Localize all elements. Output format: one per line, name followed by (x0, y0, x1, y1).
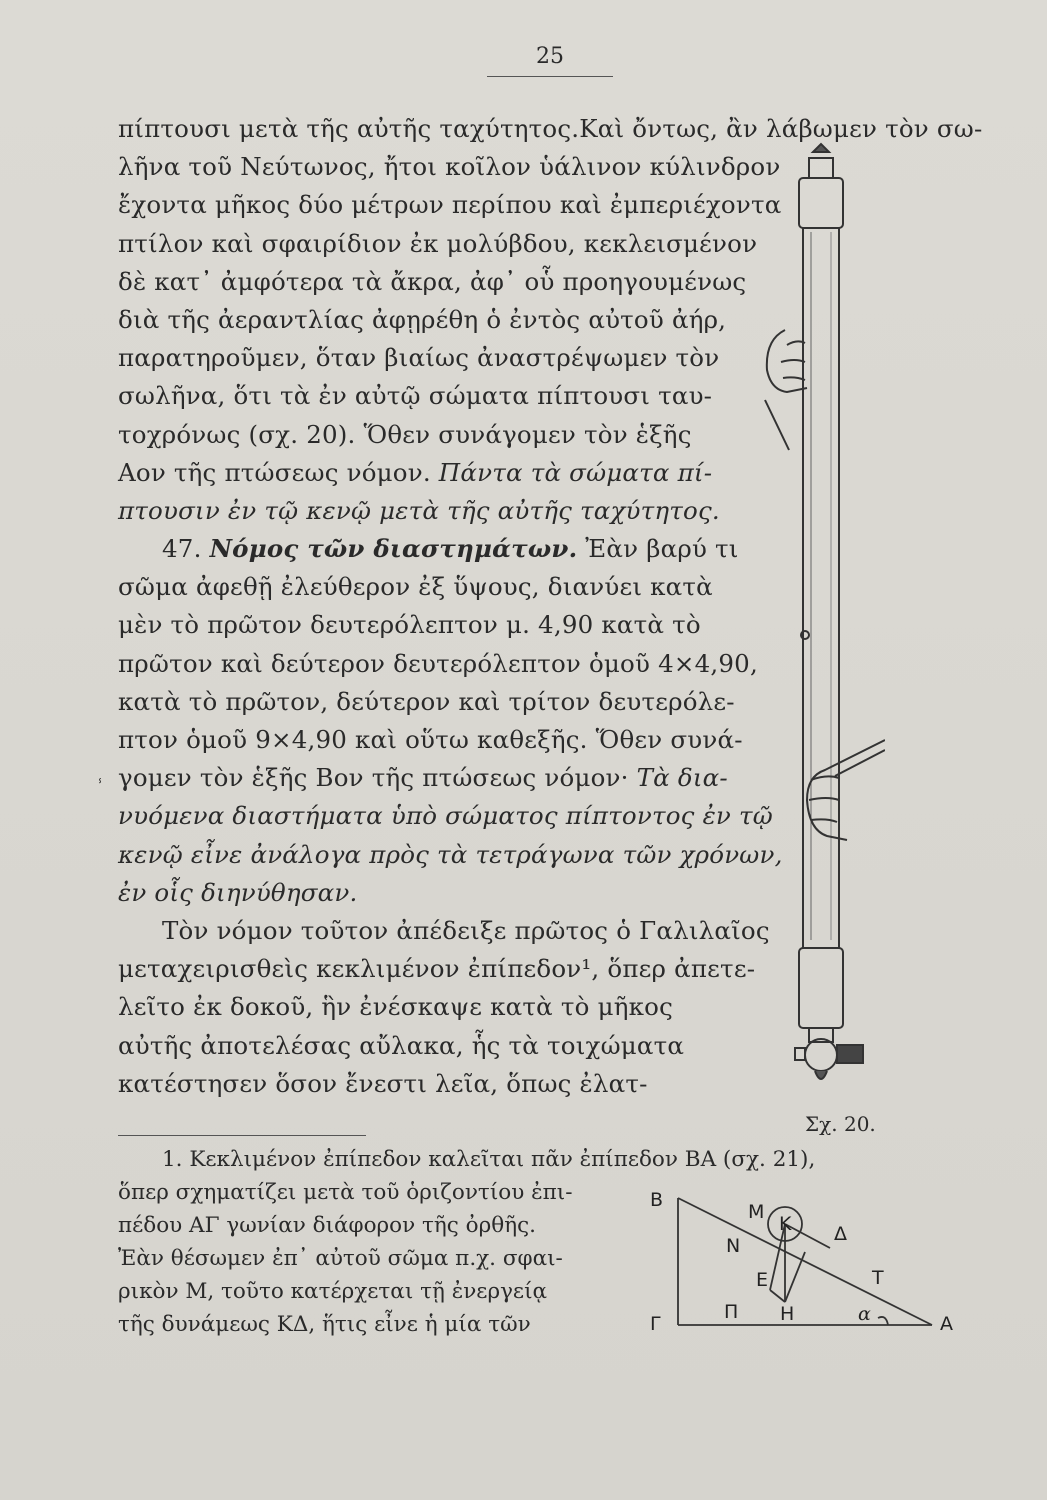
text-line: μεταχειρισθεὶς κεκλιμένον ἐπίπεδον¹, ὅπερ ἀπετε- (118, 954, 756, 984)
label-t: T (872, 1267, 884, 1289)
label-delta: Δ (834, 1223, 847, 1245)
law2-statement-cont: κενῷ εἶνε ἀνάλογα πρὸς τὰ τετράγωνα τῶν χρόνων, (118, 839, 783, 869)
label-pi: Π (724, 1301, 739, 1323)
section-number: 47. (162, 534, 210, 564)
label-alpha: α (858, 1303, 871, 1325)
law1-prefix: Αον τῆς πτώσεως νόμον. (118, 457, 439, 487)
law1-statement: Πάντα τὰ σώματα πί- (438, 457, 713, 487)
footnote-line: πέδου ΑΓ γωνίαν διάφορον τῆς ὀρθῆς. (118, 1213, 536, 1238)
footnote-line: 1. Κεκλιμένον ἐπίπεδον καλεῖται πᾶν ἐπίπεδον ΒΑ (σχ. 21), (162, 1147, 816, 1172)
text-line: αὐτῆς ἀποτελέσας αὔλακα, ἧς τὰ τοιχώματα (118, 1030, 685, 1060)
footnote-line: ὅπερ σχηματίζει μετὰ τοῦ ὁριζοντίου ἐπι- (118, 1180, 573, 1205)
law2-line (118, 759, 768, 797)
margin-mark: ⸯ (96, 780, 105, 796)
text-line: πρῶτον καὶ δεύτερον δευτερόλεπτον ὁμοῦ 4×4,90, (118, 648, 758, 678)
body-text (118, 110, 983, 1103)
page-number: 25 (536, 44, 564, 69)
text-line: πτίλον καὶ σφαιρίδιον ἐκ μολύβδου, κεκλεισμένον (118, 228, 758, 258)
law2-statement: Τὰ δια- (636, 763, 728, 793)
footnote-rule (118, 1135, 366, 1136)
text-line: λεῖτο ἐκ δοκοῦ, ἣν ἐνέσκαψε κατὰ τὸ μῆκος (118, 992, 673, 1022)
law1-line (118, 454, 768, 492)
label-b: B (650, 1190, 664, 1211)
figure20-caption: Σχ. 20. (805, 1112, 876, 1136)
label-gamma: Γ (650, 1313, 661, 1335)
law2-prefix: γομεν τὸν ἑξῆς Βον τῆς πτώσεως νόμον· (118, 763, 637, 793)
label-k: K (779, 1213, 792, 1235)
text-line: ἔχοντα μῆκος δύο μέτρων περίπου καὶ ἐμπεριέχοντα (118, 190, 782, 220)
text-line: δὲ κατ᾽ ἀμφότερα τὰ ἄκρα, ἀφ᾽ οὗ προηγουμένως (118, 266, 747, 296)
law2-statement-cont: ἐν οἷς διηνύθησαν. (118, 877, 358, 907)
label-m: M (748, 1201, 765, 1223)
header-rule (487, 76, 613, 77)
label-h: H (780, 1303, 795, 1325)
label-n: N (726, 1235, 741, 1257)
text-line: πτον ὁμοῦ 9×4,90 καὶ οὕτω καθεξῆς. Ὅθεν συνά- (118, 725, 743, 754)
section-text: Ἐὰν βαρύ τι (577, 534, 739, 564)
section-title: Νόμος τῶν διαστημάτων. (209, 534, 578, 564)
text-line: σωλῆνα, ὅτι τὰ ἐν αὐτῷ σώματα πίπτουσι ταυ- (118, 381, 713, 411)
footnote-line: ρικὸν Μ, τοῦτο κατέρχεται τῇ ἐνεργείᾳ (118, 1279, 548, 1304)
text-line: τοχρόνως (σχ. 20). Ὅθεν συνάγομεν τὸν ἑξῆς (118, 419, 692, 449)
newton-tube-figure (755, 140, 885, 1120)
text-line: Τὸν νόμον τοῦτον ἀπέδειξε πρῶτος ὁ Γαλιλαῖος (162, 915, 770, 945)
text-line: σῶμα ἀφεθῇ ἐλεύθερον ἐξ ὕψους, διανύει κατὰ (118, 572, 713, 602)
text-line: μὲν τὸ πρῶτον δευτερόλεπτον μ. 4,90 κατὰ τὸ (118, 610, 701, 640)
text-line: διὰ τῆς ἀεραντλίας ἀφῃρέθη ὁ ἐντὸς αὐτοῦ ἀήρ, (118, 304, 727, 334)
text-line: παρατηροῦμεν, ὅταν βιαίως ἀναστρέψωμεν τὸν (118, 343, 720, 373)
text-line: κατὰ τὸ πρῶτον, δεύτερον καὶ τρίτον δευτερόλε- (118, 686, 735, 716)
label-e: E (756, 1269, 769, 1291)
footnote-line: τῆς δυνάμεως ΚΔ, ἥτις εἶνε ἡ μία τῶν (118, 1312, 531, 1337)
text-line: κατέστησεν ὅσον ἔνεστι λεῖα, ὅπως ἐλατ- (118, 1068, 648, 1098)
law2-statement-cont: νυόμενα διαστήματα ὑπὸ σώματος πίπτοντος ἐν τῷ (118, 801, 773, 831)
footnote-line: Ἐὰν θέσωμεν ἐπ᾽ αὐτοῦ σῶμα π.χ. σφαι- (118, 1246, 563, 1271)
inclined-plane-figure (640, 1190, 970, 1340)
text-line: πίπτουσι μετὰ τῆς αὐτῆς ταχύτητος.Καὶ ὄντως, ἂν λάβωμεν τὸν σω- (118, 114, 983, 143)
law1-statement-cont: πτουσιν ἐν τῷ κενῷ μετὰ τῆς αὐτῆς ταχύτητος. (118, 495, 720, 525)
label-a: A (940, 1313, 953, 1335)
text-line: λῆνα τοῦ Νεύτωνος, ἤτοι κοῖλον ὑάλινον κύλινδρον (118, 152, 781, 182)
section-heading (118, 530, 768, 568)
